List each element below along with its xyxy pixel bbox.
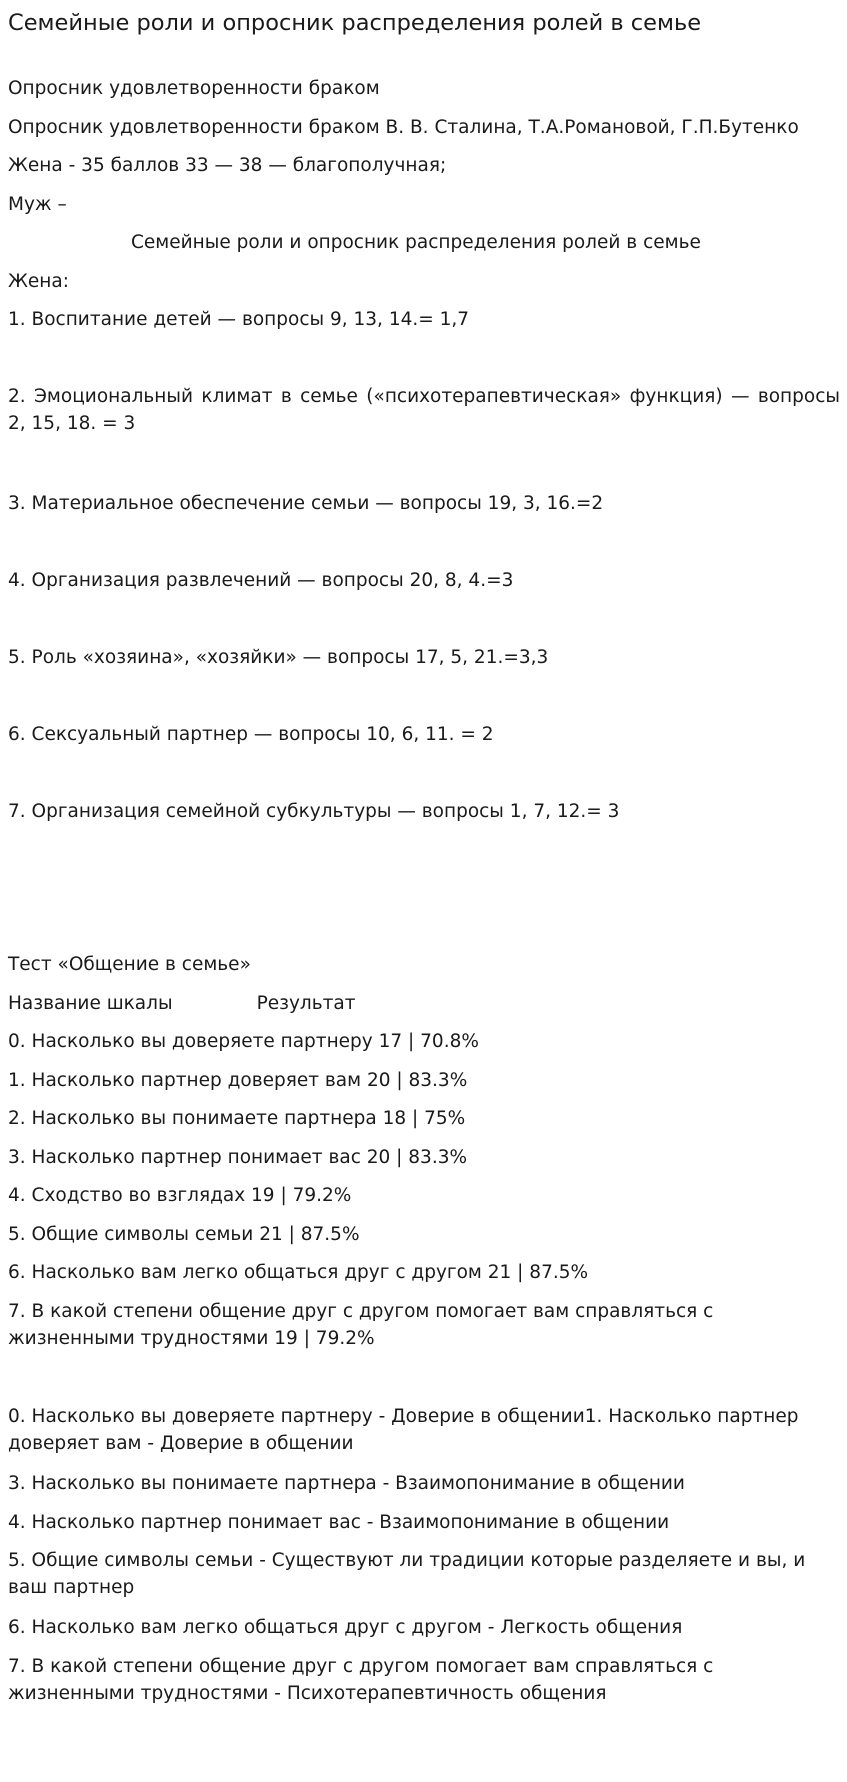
- wife-score-line: Жена - 35 баллов 33 — 38 — благополучная;: [8, 155, 447, 176]
- result-row: 3. Насколько партнер понимает вас 20 | 83.3%: [8, 1147, 468, 1168]
- scale-explanation: 6. Насколько вам легко общаться друг с другом - Легкость общения: [8, 1617, 683, 1638]
- role-item: 3. Материальное обеспечение семьи — вопросы 19, 3, 16.=2: [8, 493, 604, 514]
- role-item: 4. Организация развлечений — вопросы 20, 8, 4.=3: [8, 570, 514, 591]
- wife-label: Жена:: [8, 271, 69, 292]
- result-row: 0. Насколько вы доверяете партнеру 17 | 70.8%: [8, 1031, 479, 1052]
- results-table-header: [8, 990, 356, 1017]
- role-item: 7. Организация семейной субкультуры — вопросы 1, 7, 12.= 3: [8, 801, 620, 822]
- result-row: 2. Насколько вы понимаете партнера 18 | 75%: [8, 1108, 466, 1129]
- questionnaire-authors: Опросник удовлетворенности браком В. В. Сталина, Т.А.Романовой, Г.П.Бутенко: [8, 117, 799, 138]
- result-row: 5. Общие символы семьи 21 | 87.5%: [8, 1224, 360, 1245]
- role-item: 1. Воспитание детей — вопросы 9, 13, 14.= 1,7: [8, 309, 470, 330]
- scale-explanation: 7. В какой степени общение друг с другом помогает вам справляться с жизненными трудностями - Психотерапевтичность общения: [8, 1656, 714, 1704]
- page-title: Семейные роли и опросник распределения ролей в семье: [8, 10, 702, 36]
- result-row: 6. Насколько вам легко общаться друг с другом 21 | 87.5%: [8, 1262, 589, 1283]
- scale-explanation: 0. Насколько вы доверяете партнеру - Доверие в общении1. Насколько партнер доверяет вам - Доверие в общении: [8, 1406, 799, 1454]
- scale-explanation: 3. Насколько вы понимаете партнера - Взаимопонимание в общении: [8, 1473, 685, 1494]
- scale-explanation: 4. Насколько партнер понимает вас - Взаимопонимание в общении: [8, 1512, 670, 1533]
- result-row: 4. Сходство во взглядах 19 | 79.2%: [8, 1185, 352, 1206]
- role-item: 5. Роль «хозяина», «хозяйки» — вопросы 17, 5, 21.=3,3: [8, 647, 549, 668]
- husband-score-line: Муж –: [8, 194, 67, 215]
- result-row: 1. Насколько партнер доверяет вам 20 | 83.3%: [8, 1070, 468, 1091]
- section-heading-marriage-satisfaction: Опросник удовлетворенности браком: [8, 78, 380, 99]
- column-header-scale: Название шкалы: [8, 993, 173, 1014]
- role-item: 2. Эмоциональный климат в семье («психотерапевтическая» функция) — вопросы 2, 15, 18. = 3: [8, 386, 840, 434]
- scale-explanation: 5. Общие символы семьи - Существуют ли традиции которые разделяете и вы, и ваш партнер: [8, 1550, 806, 1598]
- section-heading-family-roles: Семейные роли и опросник распределения ролей в семье: [131, 232, 701, 253]
- role-item: 6. Сексуальный партнер — вопросы 10, 6, 11. = 2: [8, 724, 494, 745]
- result-row: 7. В какой степени общение друг с другом помогает вам справляться с жизненными трудностями 19 | 79.2%: [8, 1301, 714, 1349]
- column-header-result: Результат: [256, 993, 356, 1014]
- section-heading-family-communication-test: Тест «Общение в семье»: [8, 954, 251, 975]
